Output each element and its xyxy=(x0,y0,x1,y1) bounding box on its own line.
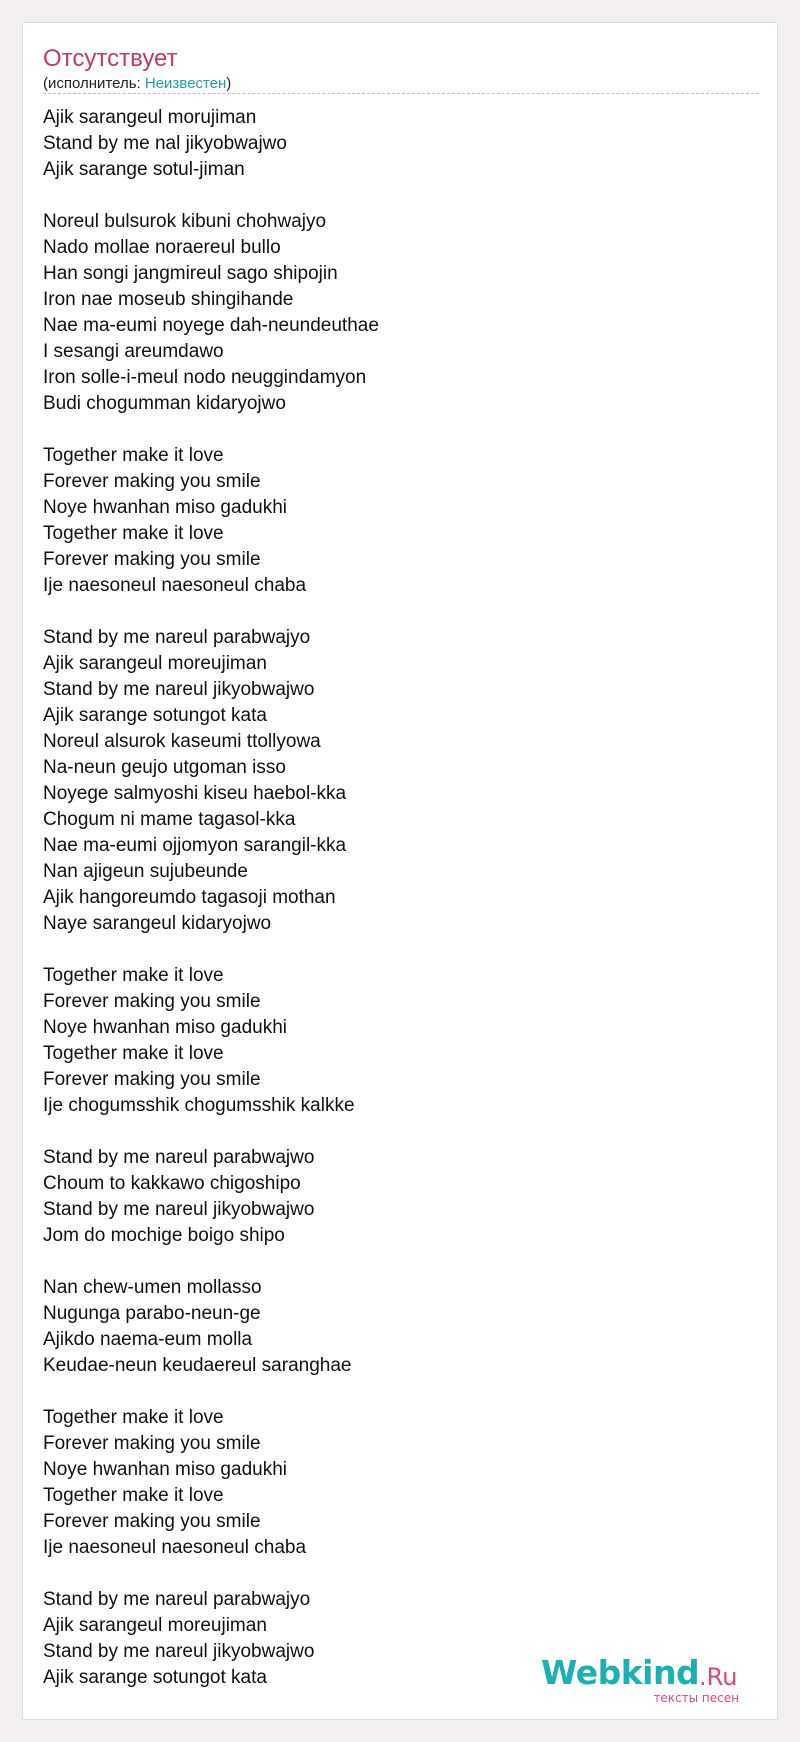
lyric-line: Ajik sarange sotungot kata xyxy=(43,1667,267,1688)
lyric-line: Stand by me nareul jikyobwajwo xyxy=(43,679,315,700)
watermark-brand: Webkind xyxy=(541,1653,700,1692)
lyric-line: Forever making you smile xyxy=(43,1069,261,1090)
lyric-line: Nado mollae noraereul bullo xyxy=(43,237,281,258)
lyrics-body xyxy=(43,105,759,1717)
lyric-line: Ije naesoneul naesoneul chaba xyxy=(43,1537,307,1558)
lyric-line: Nae ma-eumi ojjomyon sarangil-kka xyxy=(43,835,347,856)
lyric-line: Ajikdo naema-eum molla xyxy=(43,1329,253,1350)
lyrics-stanza xyxy=(43,1405,759,1561)
lyric-line: Ajik sarangeul morujiman xyxy=(43,107,257,128)
lyric-line: Noyege salmyoshi kiseu haebol-kka xyxy=(43,783,347,804)
lyric-line: Stand by me nareul parabwajyo xyxy=(43,627,311,648)
lyric-line: Together make it love xyxy=(43,523,224,544)
lyric-line: Noye hwanhan miso gadukhi xyxy=(43,1017,287,1038)
lyrics-stanza xyxy=(43,963,759,1119)
lyric-line: Ajik sarangeul moreujiman xyxy=(43,653,267,674)
lyric-line: Ajik sarange sotul-jiman xyxy=(43,159,245,180)
lyric-line: Ajik sarangeul moreujiman xyxy=(43,1615,267,1636)
lyric-line: Ajik hangoreumdo tagasoji mothan xyxy=(43,887,336,908)
lyric-line: Ije chogumsshik chogumsshik kalkke xyxy=(43,1095,355,1116)
lyric-line: Forever making you smile xyxy=(43,1433,261,1454)
lyric-line: Together make it love xyxy=(43,965,224,986)
lyric-line: Ajik sarange sotungot kata xyxy=(43,705,267,726)
song-header xyxy=(43,45,759,93)
webkind-watermark xyxy=(541,1653,751,1709)
watermark-tld: .Ru xyxy=(699,1663,738,1691)
lyric-line: Nugunga parabo-neun-ge xyxy=(43,1303,261,1324)
lyric-line: Choum to kakkawo chigoshipo xyxy=(43,1173,301,1194)
lyric-line: I sesangi areumdawo xyxy=(43,341,224,362)
lyric-line: Stand by me nareul parabwajyo xyxy=(43,1589,311,1610)
lyric-line: Noreul alsurok kaseumi ttollyowa xyxy=(43,731,321,752)
artist-line xyxy=(43,75,759,93)
lyric-line: Noreul bulsurok kibuni chohwajyo xyxy=(43,211,327,232)
lyric-line: Together make it love xyxy=(43,1407,224,1428)
artist-suffix: ) xyxy=(226,75,232,92)
lyric-line: Together make it love xyxy=(43,445,224,466)
lyric-line: Keudae-neun keudaereul saranghae xyxy=(43,1355,352,1376)
lyrics-stanza xyxy=(43,209,759,417)
lyric-line: Stand by me nareul parabwajwo xyxy=(43,1147,315,1168)
lyric-line: Nan chew-umen mollasso xyxy=(43,1277,262,1298)
lyrics-card xyxy=(22,22,778,1720)
lyric-line: Nae ma-eumi noyege dah-neundeuthae xyxy=(43,315,379,336)
lyric-line: Ije naesoneul naesoneul chaba xyxy=(43,575,307,596)
lyrics-stanza xyxy=(43,443,759,599)
lyric-line: Forever making you smile xyxy=(43,991,261,1012)
lyric-line: Naye sarangeul kidaryojwo xyxy=(43,913,272,934)
lyric-line: Iron solle-i-meul nodo neuggindamyon xyxy=(43,367,367,388)
lyric-line: Stand by me nal jikyobwajwo xyxy=(43,133,287,154)
lyric-line: Forever making you smile xyxy=(43,471,261,492)
lyric-line: Jom do mochige boigo shipo xyxy=(43,1225,285,1246)
lyric-line: Nan ajigeun sujubeunde xyxy=(43,861,248,882)
lyric-line: Budi chogumman kidaryojwo xyxy=(43,393,286,414)
lyric-line: Chogum ni mame tagasol-kka xyxy=(43,809,296,830)
lyrics-stanza xyxy=(43,105,759,183)
header-divider xyxy=(43,93,759,94)
lyric-line: Han songi jangmireul sago shipojin xyxy=(43,263,338,284)
lyric-line: Stand by me nareul jikyobwajwo xyxy=(43,1199,315,1220)
artist-prefix: (исполнитель: xyxy=(43,75,145,92)
lyric-line: Na-neun geujo utgoman isso xyxy=(43,757,286,778)
artist-link[interactable]: Неизвестен xyxy=(144,75,227,92)
lyric-line: Forever making you smile xyxy=(43,1511,261,1532)
lyric-line: Stand by me nareul jikyobwajwo xyxy=(43,1641,315,1662)
lyric-line: Together make it love xyxy=(43,1485,224,1506)
lyric-line: Forever making you smile xyxy=(43,549,261,570)
lyrics-stanza xyxy=(43,1275,759,1379)
song-title: Отсутствует xyxy=(43,45,178,72)
lyrics-stanza xyxy=(43,1145,759,1249)
lyric-line: Iron nae moseub shingihande xyxy=(43,289,294,310)
watermark-tagline: тексты песен xyxy=(653,1691,739,1705)
lyric-line: Noye hwanhan miso gadukhi xyxy=(43,497,287,518)
lyric-line: Noye hwanhan miso gadukhi xyxy=(43,1459,287,1480)
lyric-line: Together make it love xyxy=(43,1043,224,1064)
lyrics-stanza xyxy=(43,625,759,937)
